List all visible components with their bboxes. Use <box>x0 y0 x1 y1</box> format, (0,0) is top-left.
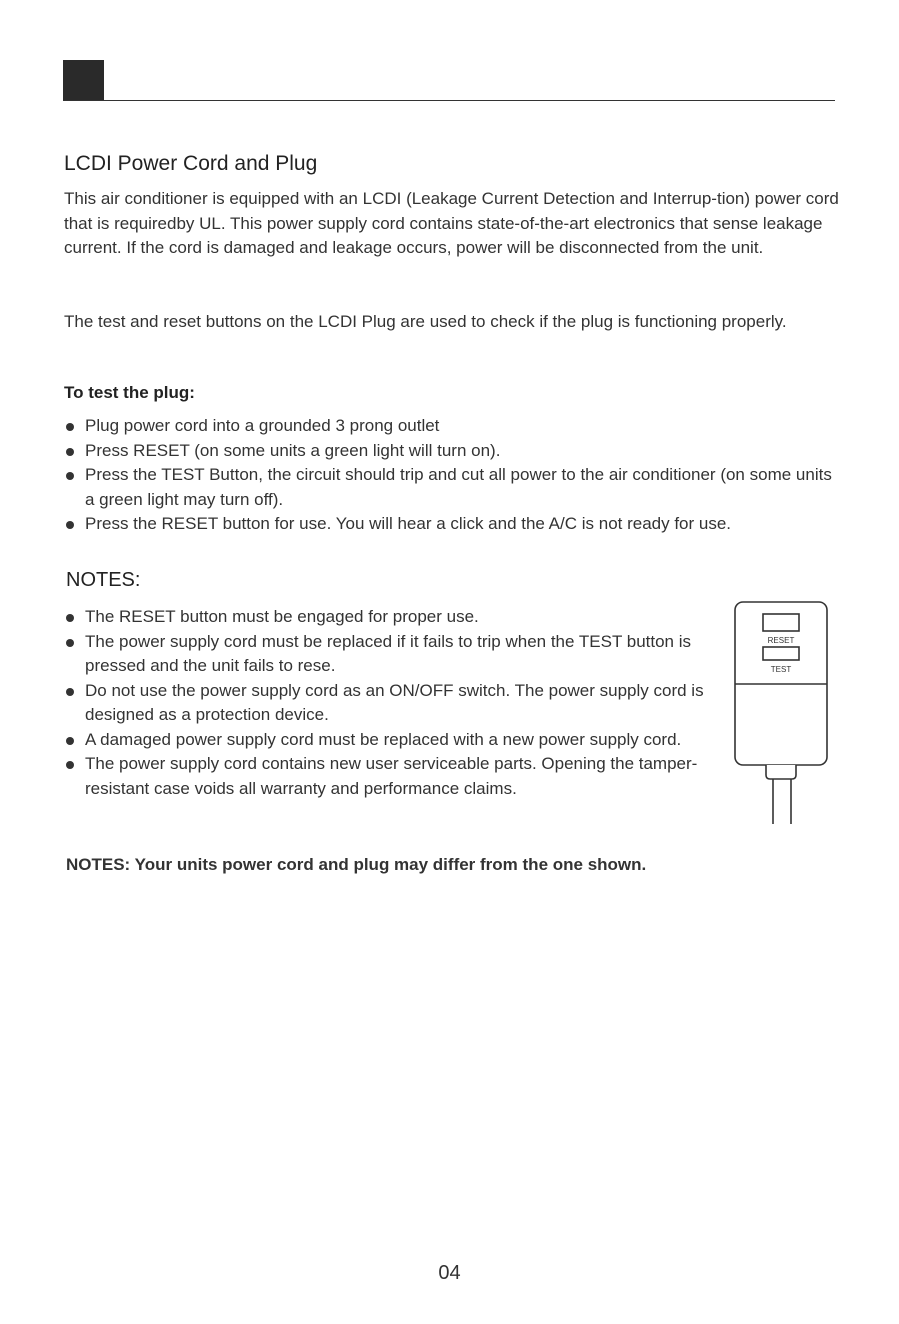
notes-heading: NOTES: <box>66 569 141 591</box>
intro-paragraph-1: This air conditioner is equipped with an LCDI (Leakage Current Detection and Interrup-tion) power cord that is requiredby UL. This power supply cord contains state-of-the-art electronics that sense leakage current. If the cord is damaged and leakage occurs, power will be disconnected from the unit. <box>64 189 839 257</box>
footer-note: NOTES: Your units power cord and plug may differ from the one shown. <box>66 855 647 874</box>
lcdi-plug-illustration <box>730 598 834 828</box>
test-button-outline <box>763 647 799 660</box>
test-heading: To test the plug: <box>64 383 195 402</box>
list-item: Do not use the power supply cord as an ON/OFF switch. The power supply cord is designed as a protection device. <box>64 679 704 728</box>
cord-strain-relief <box>766 765 796 779</box>
reset-button-outline <box>763 614 799 631</box>
test-steps-list <box>64 414 844 537</box>
section-marker-block <box>63 60 104 101</box>
reset-label: RESET <box>767 636 795 645</box>
list-item: Press the TEST Button, the circuit should trip and cut all power to the air conditioner (on some units a green light may turn off). <box>64 463 844 512</box>
test-label: TEST <box>770 665 792 674</box>
list-item: Plug power cord into a grounded 3 prong outlet <box>64 414 844 439</box>
list-item: Press RESET (on some units a green light will turn on). <box>64 439 844 464</box>
page-number: 04 <box>438 1262 461 1284</box>
list-item: A damaged power supply cord must be replaced with a new power supply cord. <box>64 728 704 753</box>
list-item: The power supply cord must be replaced if it fails to trip when the TEST button is pressed and the unit fails to rese. <box>64 630 704 679</box>
list-item: Press the RESET button for use. You will hear a click and the A/C is not ready for use. <box>64 512 844 537</box>
header-divider <box>63 100 835 101</box>
notes-list <box>64 605 704 801</box>
section-title: LCDI Power Cord and Plug <box>64 152 318 175</box>
intro-paragraph-2: The test and reset buttons on the LCDI Plug are used to check if the plug is functioning properly. <box>64 312 787 331</box>
list-item: The power supply cord contains new user serviceable parts. Opening the tamper-resistant case voids all warranty and performance claims. <box>64 752 704 801</box>
list-item: The RESET button must be engaged for proper use. <box>64 605 704 630</box>
